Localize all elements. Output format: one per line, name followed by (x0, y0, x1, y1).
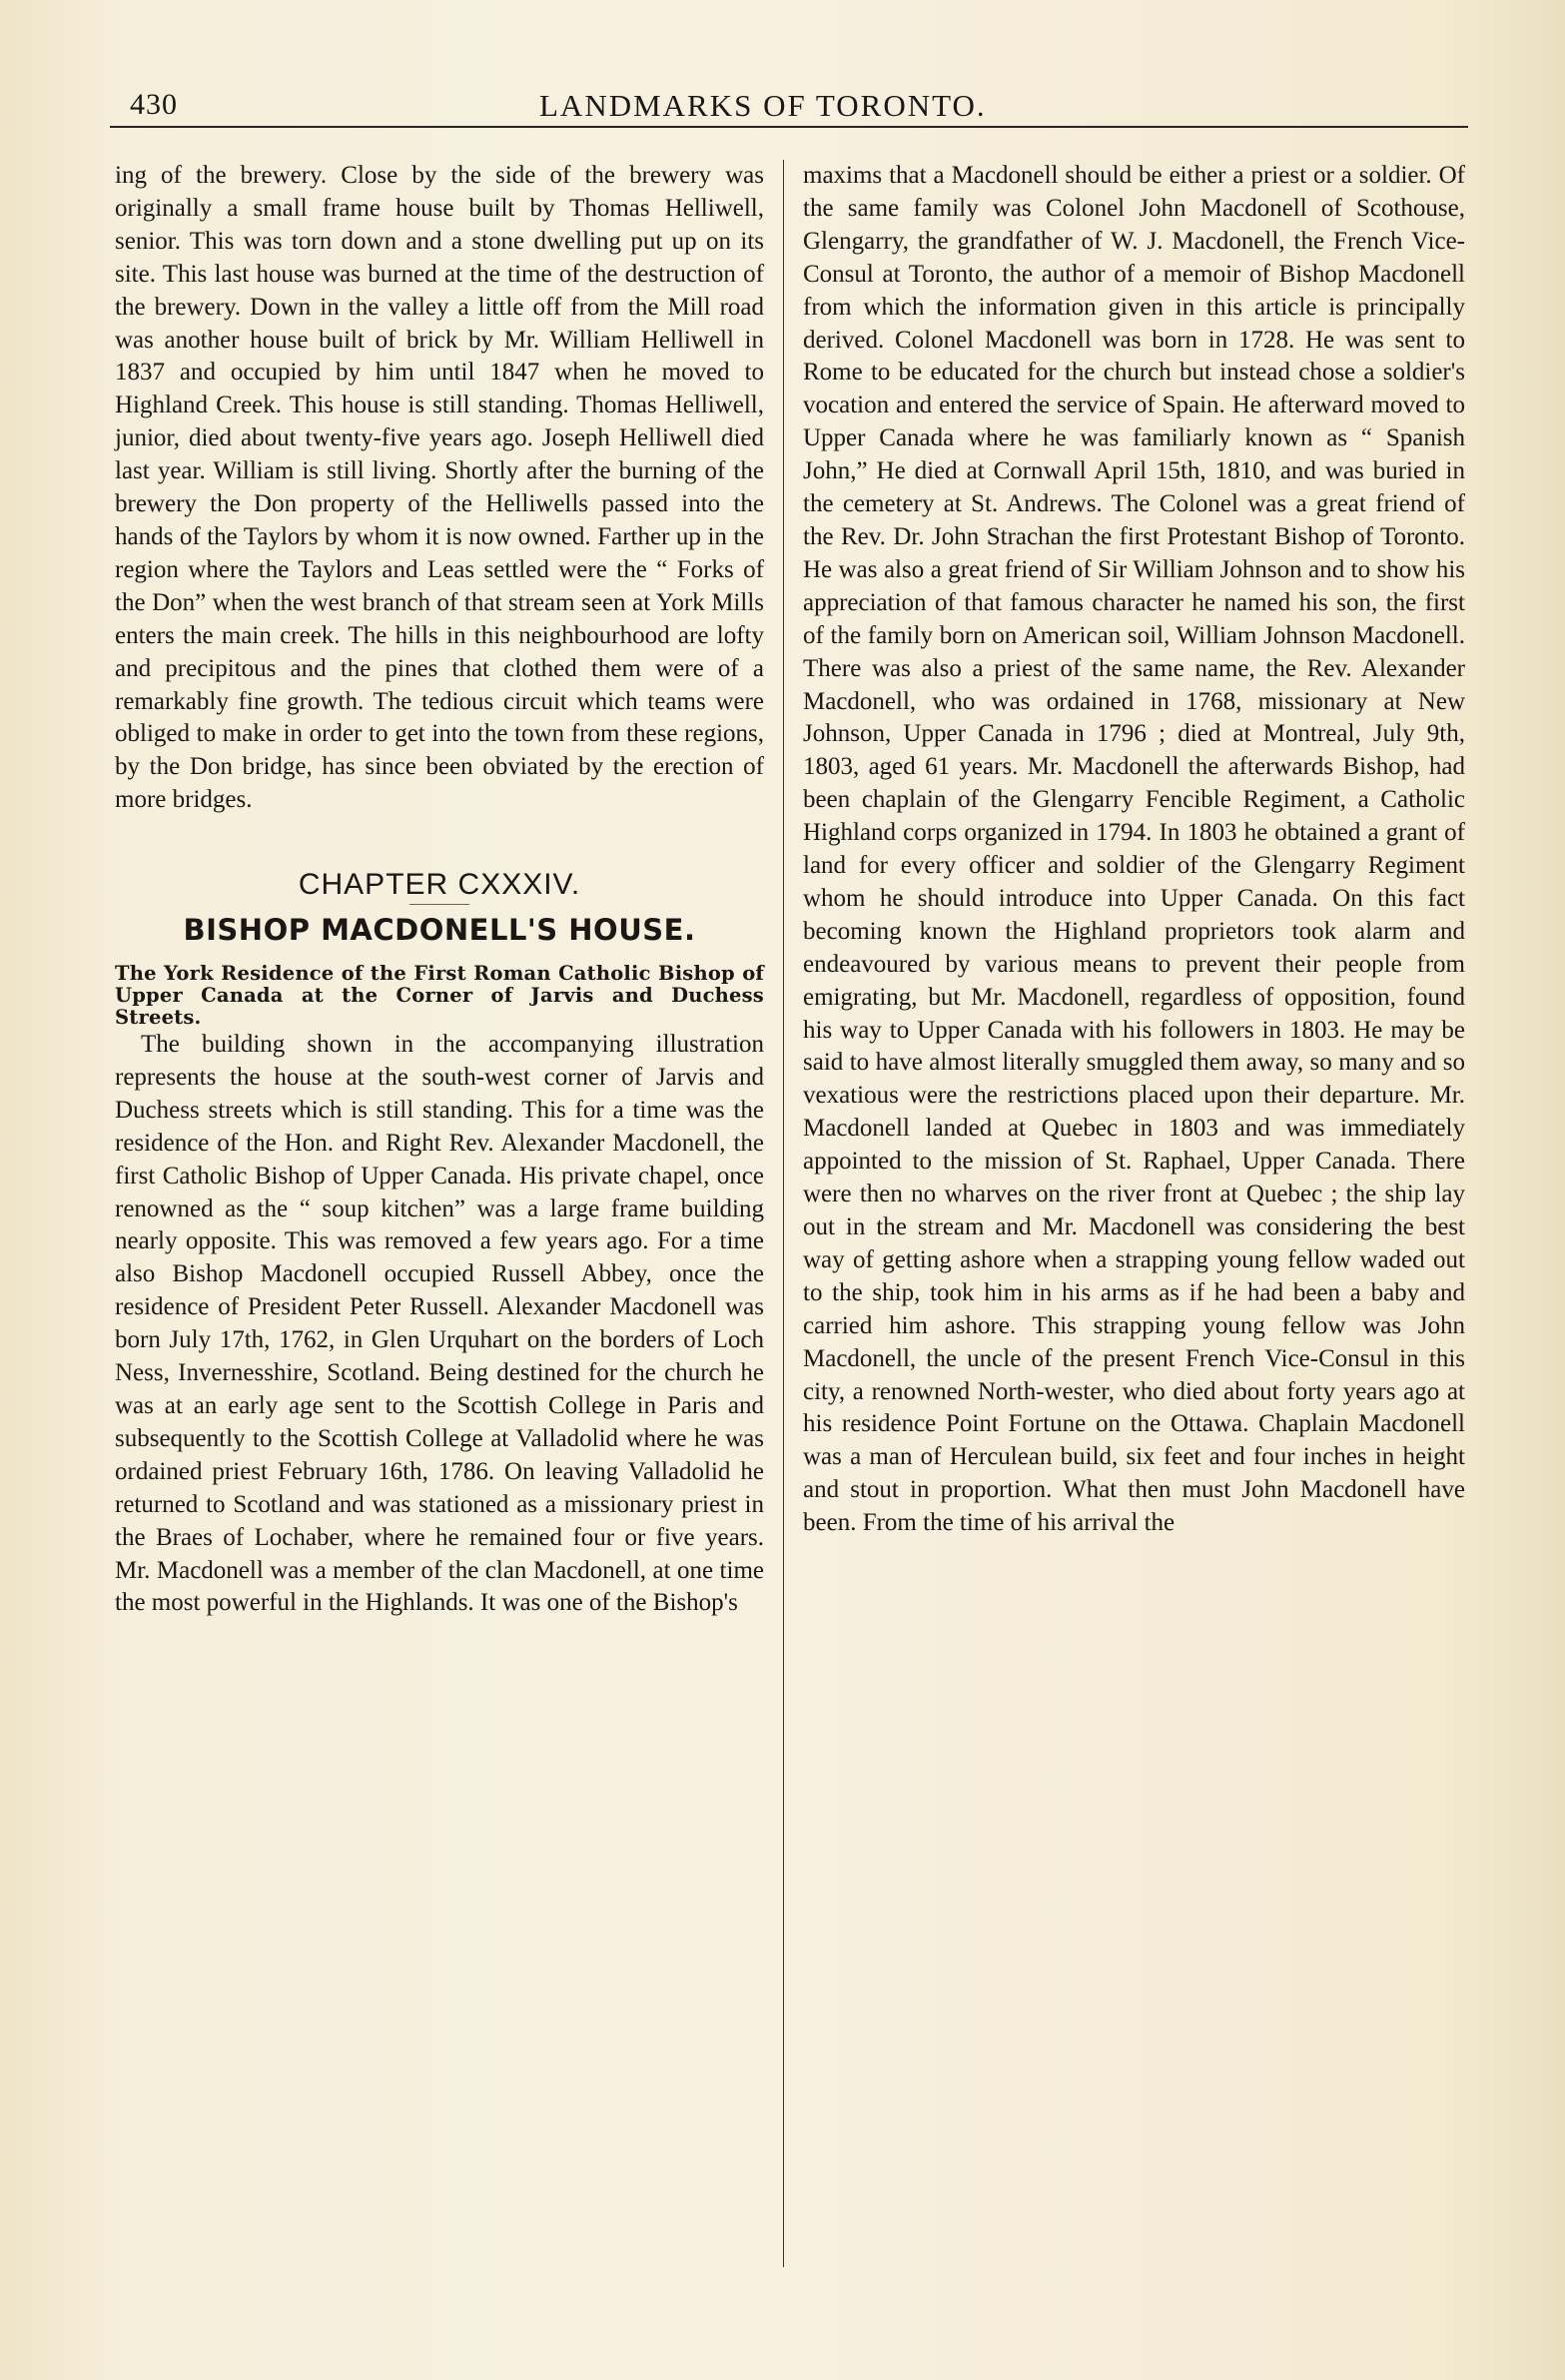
right-paragraph-1: maxims that a Macdonell should be either a priest or a soldier. Of the same family was Colonel John Macdonell of Scothouse, Glengarry, the grandfather of W. J. Macdonell, the French Vice-Consul at Toronto, the author of a memoir of Bishop Macdonell from which the information given in this article is principally derived. Colonel Macdonell was born in 1728. He was sent to Rome to be educated for the church but instead chose a soldier's vocation and entered the service of Spain. He afterward moved to Upper Canada where he was familiarly known as “ Spanish John,” He died at Cornwall April 15th, 1810, and was buried in the cemetery at St. Andrews. The Colonel was a great friend of the Rev. Dr. John Strachan the first Protestant Bishop of Toronto. He was also a great friend of Sir William Johnson and to show his appreciation of that famous character he named his son, the first of the family born on American soil, William Johnson Macdonell. There was also a priest of the same name, the Rev. Alexander Macdonell, who was ordained in 1768, missionary at New Johnson, Upper Canada in 1796 ; died at Montreal, July 9th, 1803, aged 61 years. Mr. Macdonell the afterwards Bishop, had been chaplain of the Glengarry Fencible Regiment, a Catholic Highland corps organized in 1794. In 1803 he obtained a grant of land for every officer and soldier of the Glengarry Regiment whom he should introduce into Upper Canada. On this fact becoming known the Highland proprietors took alarm and endeavoured by various means to prevent their people from emigrating, but Mr. Macdonell, regardless of opposition, found his way to Upper Canada with his followers in 1803. He may be said to have almost literally smuggled them away, so many and so vexatious were the restrictions placed upon their departure. Mr. Macdonell landed at Quebec in 1803 and was immediately appointed to the mission of St. Raphael, Upper Canada. There were then no wharves on the river front at Quebec ; the ship lay out in the stream and Mr. Macdonell was considering the best way of getting ashore when a strapping young fellow waded out to the ship, took him in his arms as if he had been a baby and carried him ashore. This strapping young fellow was John Macdonell, the uncle of the present French Vice-Consul in this city, a renowned North-wester, who died about forty years ago at his residence Point Fortune on the Ottawa. Chaplain Macdonell was a man of Herculean build, six feet and four inches in height and stout in proportion. What then must John Macdonell have been. From the time of his arrival the (803, 162, 1465, 1537)
page-number: 430 (130, 88, 178, 121)
left-column (115, 160, 764, 1620)
section-title: BISHOP MACDONELL'S HOUSE. (183, 913, 696, 948)
chapter-rule (409, 904, 469, 905)
section-subtitle: The York Residence of the First Roman Catholic Bishop of Upper Canada at the Corner of Jarvis and Duchess Streets. (115, 962, 764, 1030)
right-column (803, 160, 1465, 1540)
running-title: LANDMARKS OF TORONTO. (539, 88, 987, 123)
chapter-heading: CHAPTER CXXXIV. (298, 868, 581, 902)
column-divider (783, 160, 784, 2267)
header-rule (110, 126, 1468, 128)
left-paragraph-1: ing of the brewery. Close by the side of the brewery was originally a small frame house built by Thomas Helliwell, senior. This was torn down and a stone dwelling put up on its site. This last house was burned at the time of the destruction of the brewery. Down in the valley a little off from the Mill road was another house built of brick by Mr. William Helliwell in 1837 and occupied by him until 1847 when he moved to Highland Creek. This house is still standing. Thomas Helliwell, junior, died about twenty-five years ago. Joseph Helliwell died last year. William is still living. Shortly after the burning of the brewery the Don property of the Helliwells passed into the hands of the Taylors by whom it is now owned. Farther up in the region where the Taylors and Leas settled were the “ Forks of the Don” when the west branch of that stream seen at York Mills enters the main creek. The hills in this neighbourhood are lofty and precipitous and the pines that clothed them were of a remarkably fine growth. The tedious circuit which teams were obliged to make in order to get into the town from these regions, by the Don bridge, has since been obviated by the erection of more bridges. (115, 162, 764, 814)
left-paragraph-2: The building shown in the accompanying illustration represents the house at the south-west corner of Jarvis and Duchess streets which is still standing. This for a time was the residence of the Hon. and Right Rev. Alexander Macdonell, the first Catholic Bishop of Upper Canada. His private chapel, once renowned as the “ soup kitchen” was a large frame building nearly opposite. This was removed a few years ago. For a time also Bishop Macdonell occupied Russell Abbey, once the residence of President Peter Russell. Alexander Macdonell was born July 17th, 1762, in Glen Urquhart on the borders of Loch Ness, Invernesshire, Scotland. Being destined for the church he was at an early age sent to the Scottish College in Paris and subsequently to the Scottish College at Valladolid where he was ordained priest February 16th, 1786. On leaving Valladolid he returned to Scotland and was stationed as a missionary priest in the Braes of Lochaber, where he remained four or five years. Mr. Macdonell was a member of the clan Macdonell, at one time the most powerful in the Highlands. It was one of the Bishop's (115, 1031, 764, 1617)
